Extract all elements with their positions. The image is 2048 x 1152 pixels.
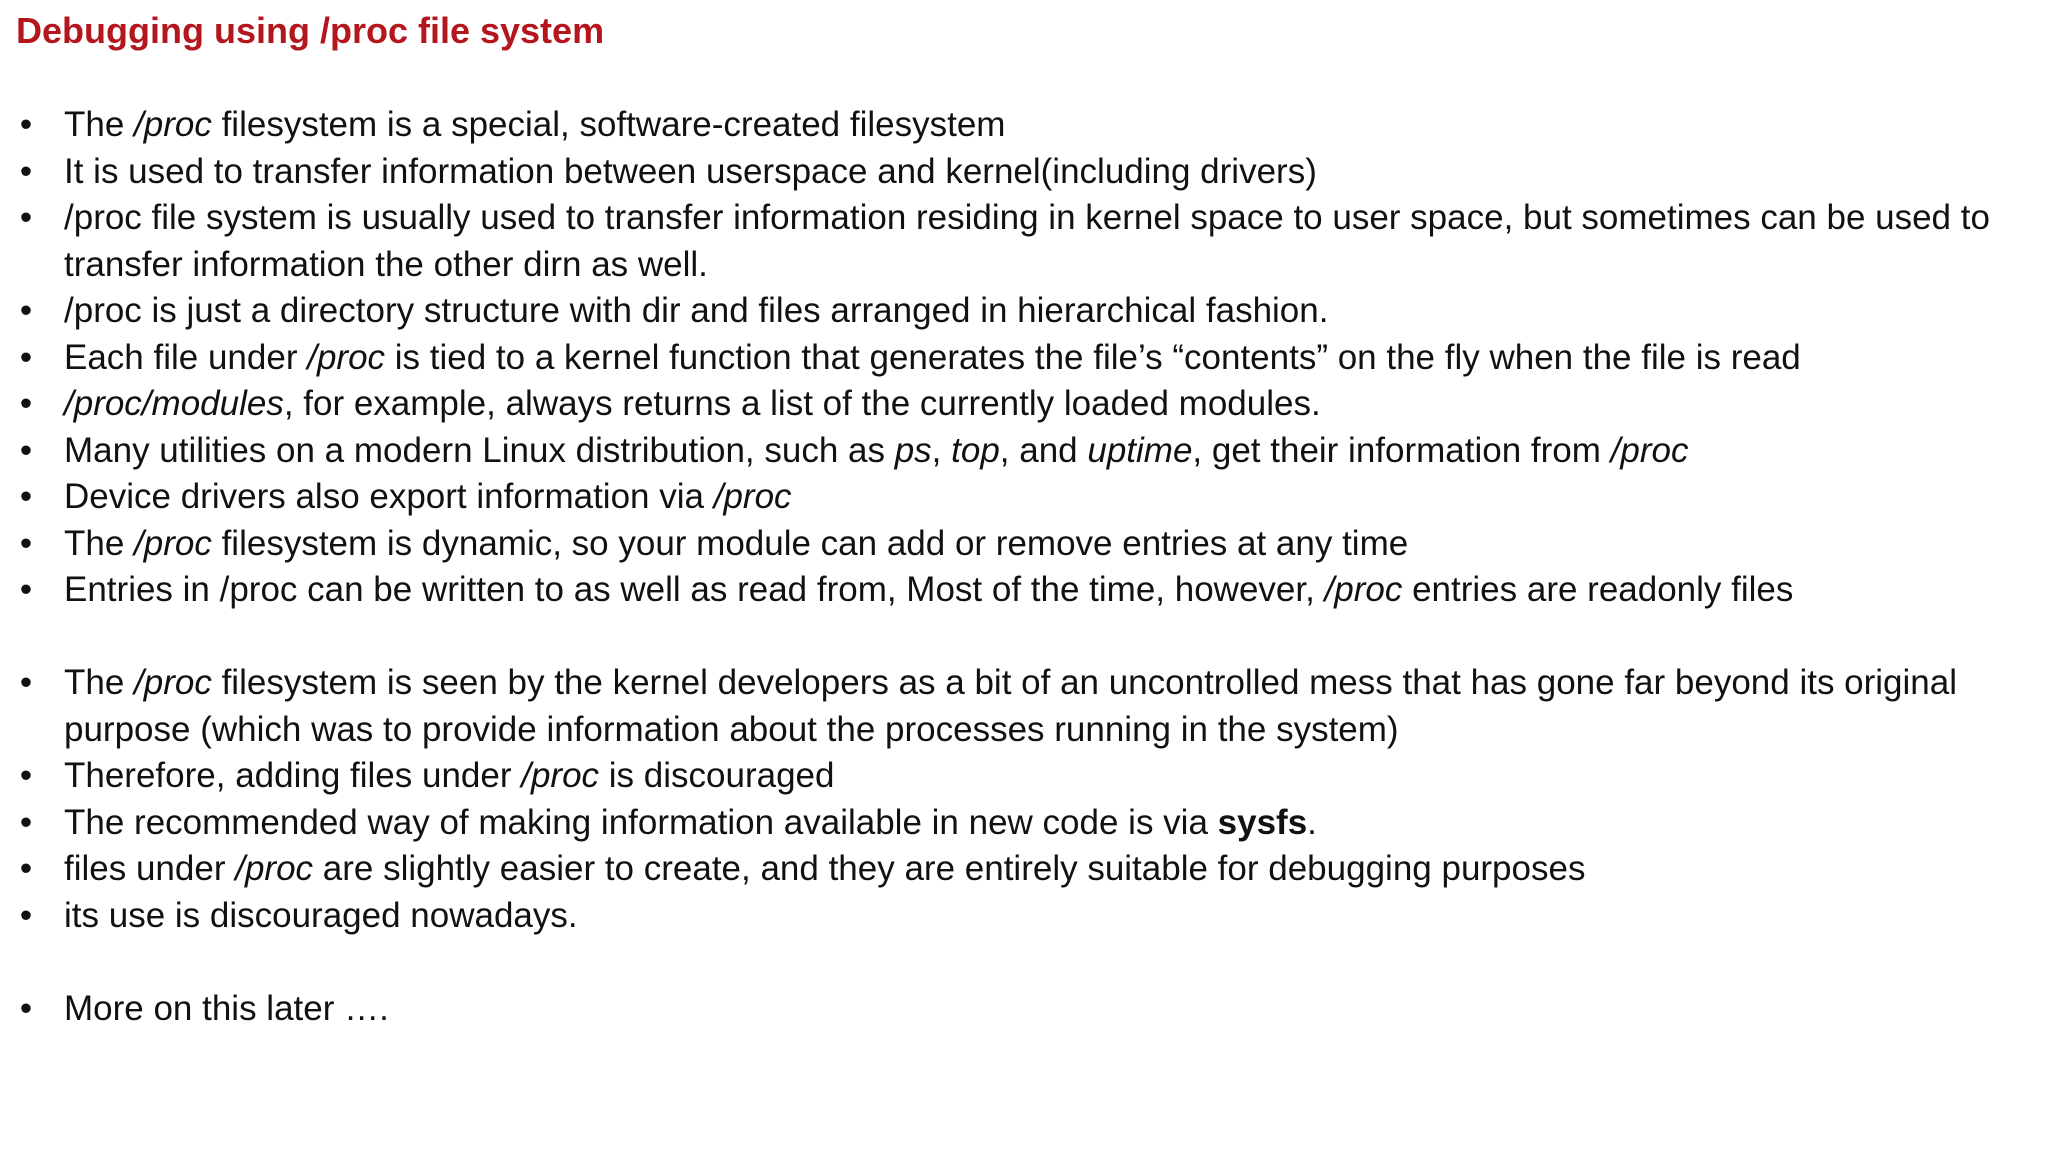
bullet-item: • its use is discouraged nowadays. bbox=[16, 893, 2026, 940]
bullet-item: • files under /proc are slightly easier to create, and they are entirely suitable for debugging purposes bbox=[16, 846, 2026, 893]
bullet-marker bbox=[16, 288, 36, 335]
bullet-marker bbox=[16, 567, 36, 614]
bullet-item: • More on this later …. bbox=[16, 986, 2026, 1033]
bullet-item: • The /proc filesystem is dynamic, so your module can add or remove entries at any time bbox=[16, 521, 2026, 568]
bullet-marker bbox=[16, 800, 36, 847]
bullet-item: • The /proc filesystem is seen by the kernel developers as a bit of an uncontrolled mess that has gone far beyond its original purpose (which was to provide information about the processes running in the system) bbox=[16, 660, 2026, 753]
bullet-marker bbox=[16, 474, 36, 521]
bullet-item: • Many utilities on a modern Linux distribution, such as ps, top, and uptime, get their information from /proc bbox=[16, 428, 2026, 475]
bullet-marker bbox=[16, 149, 36, 196]
bullet-list bbox=[16, 102, 2026, 1032]
bullet-marker bbox=[16, 195, 36, 242]
bullet-item: • It is used to transfer information between userspace and kernel(including drivers) bbox=[16, 149, 2026, 196]
bullet-item: • /proc/modules, for example, always returns a list of the currently loaded modules. bbox=[16, 381, 2026, 428]
bullet-marker bbox=[16, 381, 36, 428]
bullet-marker bbox=[16, 753, 36, 800]
bullet-item: • Therefore, adding files under /proc is discouraged bbox=[16, 753, 2026, 800]
bullet-marker bbox=[16, 428, 36, 475]
bullet-item: • Each file under /proc is tied to a kernel function that generates the file’s “contents” on the fly when the file is read bbox=[16, 335, 2026, 382]
bullet-marker bbox=[16, 102, 36, 149]
bullet-marker bbox=[16, 521, 36, 568]
bullet-item: • /proc file system is usually used to transfer information residing in kernel space to user space, but sometimes can be used to transfer information the other dirn as well. bbox=[16, 195, 2026, 288]
bullet-item: • Entries in /proc can be written to as well as read from, Most of the time, however, /proc entries are readonly files bbox=[16, 567, 2026, 614]
bullet-marker bbox=[16, 893, 36, 940]
bullet-marker bbox=[16, 846, 36, 893]
bullet-item: • /proc is just a directory structure with dir and files arranged in hierarchical fashion. bbox=[16, 288, 2026, 335]
slide-title: Debugging using /proc file system bbox=[16, 10, 605, 51]
bullet-marker bbox=[16, 335, 36, 382]
bullet-item: • Device drivers also export information via /proc bbox=[16, 474, 2026, 521]
bullet-item: • The /proc filesystem is a special, software-created filesystem bbox=[16, 102, 2026, 149]
bullet-item: • The recommended way of making information available in new code is via sysfs. bbox=[16, 800, 2026, 847]
bullet-marker bbox=[16, 986, 36, 1033]
bullet-marker bbox=[16, 660, 36, 707]
